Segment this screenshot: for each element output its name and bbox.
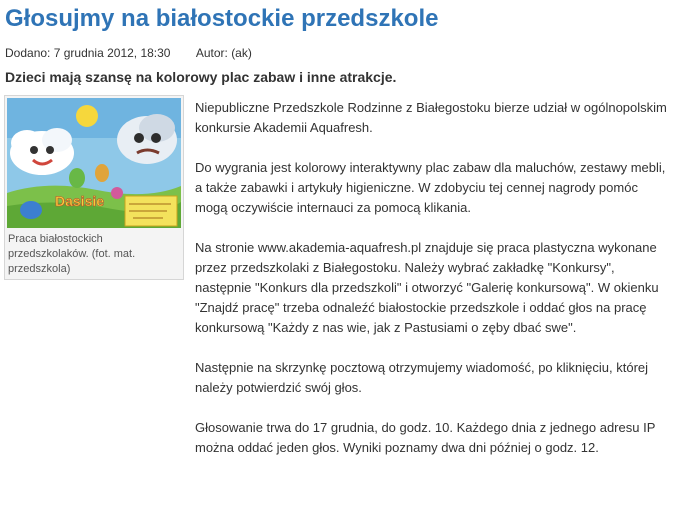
- paragraph: Do wygrania jest kolorowy interaktywny plac zabaw dla maluchów, zestawy mebli, a także zabawki i artykuły higieniczne. W zdobyciu tej cennej nagrody pomóc mogą oczywiście internauci za pomocą klikania.: [195, 160, 666, 215]
- paragraph: Głosowanie trwa do 17 grudnia, do godz. 10. Każdego dnia z jednego adresu IP można oddać jeden głos. Wyniki poznamy dwa dni później o godz. 12.: [195, 420, 656, 455]
- artwork-lettering: Dasisie: [55, 193, 105, 209]
- author-name: (ak): [231, 46, 252, 60]
- paragraph: Na stronie www.akademia-aquafresh.pl znajduje się praca plastyczna wykonane przez przedszkolaki z Białegostoku. Należy wybrać zakładkę "Konkursy", następnie "Konkurs dla przedszkoli" i otworzyć "Galerię konkursową". W okienku "Znajdź pracę" trzeba odnaleźć białostockie przedszkole i oddać głos na pracę konkursową "Każdy z nas wie, jak z Pastusiami o zęby dbać swe".: [195, 240, 659, 335]
- article-title[interactable]: Głosujmy na białostockie przedszkole: [5, 5, 439, 32]
- article-body: [195, 98, 673, 478]
- article-meta: [5, 45, 252, 61]
- figure-caption: Praca białostockich przedszkolaków. (fot. mat. przedszkola): [8, 233, 136, 275]
- paragraph: Niepubliczne Przedszkole Rodzinne z Białegostoku bierze udział w ogólnopolskim konkursie Akademii Aquafresh.: [195, 100, 667, 135]
- article-lead: Dzieci mają szansę na kolorowy plac zabaw i inne atrakcje.: [5, 69, 397, 85]
- children-artwork-image[interactable]: [7, 98, 181, 228]
- paragraph: Następnie na skrzynkę pocztową otrzymujemy wiadomość, po kliknięciu, której należy potwierdzić swój głos.: [195, 360, 649, 395]
- date-label: Dodano:: [5, 46, 51, 60]
- article-figure: [4, 95, 184, 280]
- publish-date: 7 grudnia 2012, 18:30: [53, 46, 171, 60]
- author-label: Autor:: [195, 46, 228, 60]
